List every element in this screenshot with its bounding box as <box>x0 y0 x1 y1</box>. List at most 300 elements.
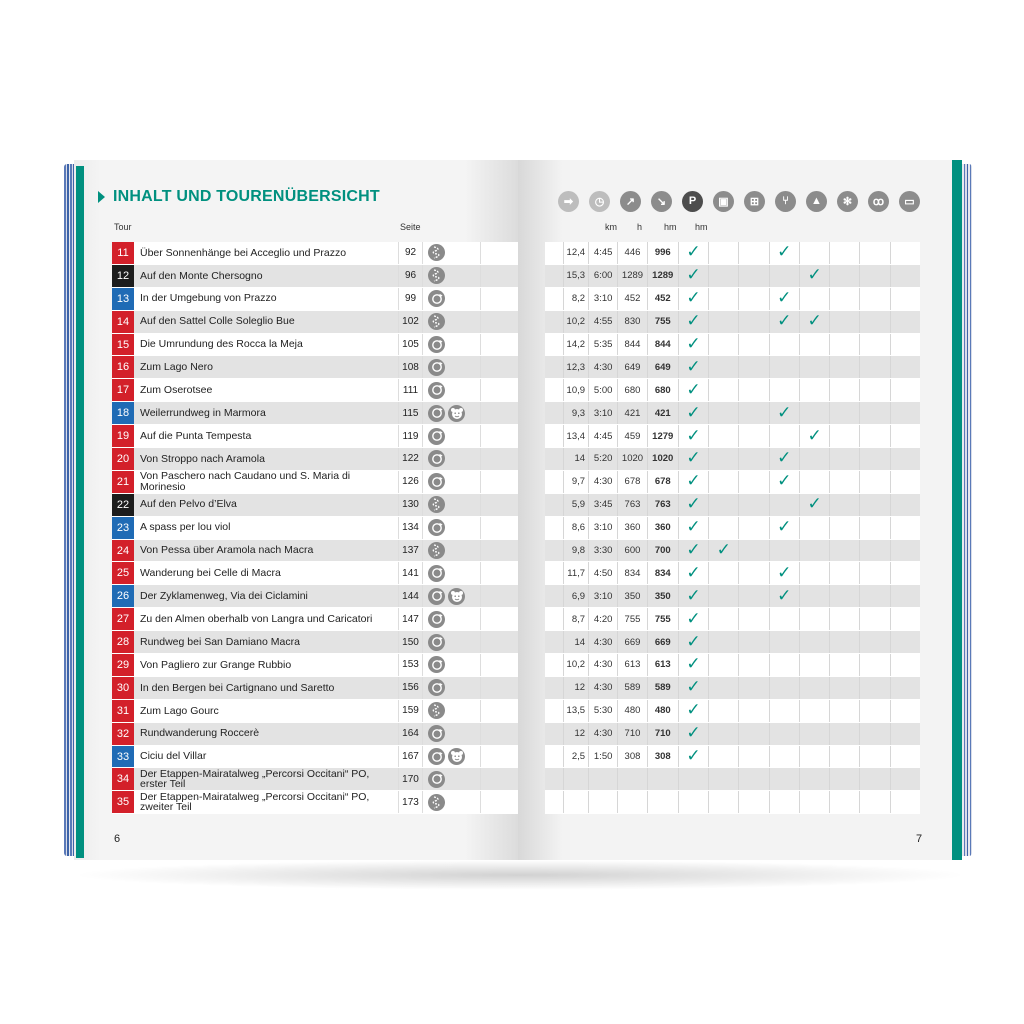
descent-cell: 834 <box>647 562 678 584</box>
tour-page: 144 <box>398 585 422 607</box>
blank-cell <box>480 311 518 333</box>
ascent-cell <box>617 791 646 813</box>
tour-name[interactable]: Auf den Sattel Colle Soleglio Bue <box>134 311 398 333</box>
feature-cell <box>829 700 859 722</box>
feature-cell <box>708 768 738 790</box>
feature-cell <box>829 334 859 356</box>
tour-type-icons <box>422 654 480 676</box>
feature-cell <box>708 677 738 699</box>
feature-cell <box>890 311 920 333</box>
round-tour-icon <box>428 565 445 582</box>
km-cell <box>563 791 588 813</box>
feature-cell <box>738 746 768 768</box>
feature-cell <box>769 585 799 607</box>
feature-cell <box>708 311 738 333</box>
feature-cell <box>708 723 738 745</box>
pad-cell <box>545 677 563 699</box>
feature-cell <box>859 471 889 493</box>
feature-cell <box>708 654 738 676</box>
feature-cell <box>769 517 799 539</box>
tour-name[interactable]: Wanderung bei Celle di Macra <box>134 562 398 584</box>
feature-cell <box>799 517 829 539</box>
uphill-icon: ↗ <box>615 190 646 212</box>
round-tour-icon <box>428 656 445 673</box>
tour-number-badge: 12 <box>112 265 134 287</box>
feature-cell <box>769 540 799 562</box>
hours-cell: 4:30 <box>588 631 617 653</box>
descent-cell: 1279 <box>647 425 678 447</box>
tour-page: 150 <box>398 631 422 653</box>
tour-number-badge: 18 <box>112 402 134 424</box>
km-cell: 2,5 <box>563 746 588 768</box>
descent-cell <box>647 791 678 813</box>
tour-type-icons <box>422 608 480 630</box>
feature-cell <box>678 425 708 447</box>
feature-cell <box>738 654 768 676</box>
feature-cell <box>890 540 920 562</box>
table-row <box>545 654 920 677</box>
book-shadow <box>70 860 970 890</box>
hours-cell: 5:35 <box>588 334 617 356</box>
tour-name[interactable]: Zum Oserotsee <box>134 379 398 401</box>
feature-cell <box>859 517 889 539</box>
feature-cell <box>738 562 768 584</box>
tour-type-icons <box>422 242 480 264</box>
feature-cell <box>829 654 859 676</box>
feature-cell <box>769 425 799 447</box>
check-icon: ✓ <box>686 585 701 606</box>
ascent-cell: 613 <box>617 654 646 676</box>
feature-cell <box>799 723 829 745</box>
descent-cell: 996 <box>647 242 678 264</box>
table-row <box>545 585 920 608</box>
hours-cell: 4:50 <box>588 562 617 584</box>
table-row <box>545 768 920 791</box>
ascent-cell: 308 <box>617 746 646 768</box>
feature-cell <box>678 379 708 401</box>
hours-cell: 6:00 <box>588 265 617 287</box>
feature-cell <box>738 677 768 699</box>
blank-cell <box>480 494 518 516</box>
check-icon: ✓ <box>686 242 701 263</box>
blank-cell <box>480 402 518 424</box>
feature-cell <box>799 334 829 356</box>
title-arrow-icon <box>98 191 105 203</box>
feature-cell <box>859 334 889 356</box>
tour-page: 108 <box>398 356 422 378</box>
tour-number-badge: 19 <box>112 425 134 447</box>
pad-cell <box>545 746 563 768</box>
tour-name[interactable]: Der Etappen-Mairatalweg „Percorsi Occitani“ PO, erster Teil <box>134 768 398 790</box>
tour-number-badge: 31 <box>112 700 134 722</box>
tour-type-icons <box>422 402 480 424</box>
family-bear-icon <box>448 405 465 422</box>
tour-number-badge: 23 <box>112 517 134 539</box>
tour-name[interactable]: Von Stroppo nach Aramola <box>134 448 398 470</box>
tour-type-icons <box>422 723 480 745</box>
check-icon: ✓ <box>777 311 792 332</box>
pad-cell <box>545 448 563 470</box>
pad-cell <box>545 723 563 745</box>
feature-cell <box>799 471 829 493</box>
feature-cell <box>769 265 799 287</box>
round-tour-icon <box>428 382 445 399</box>
feature-cell <box>859 379 889 401</box>
table-row <box>545 379 920 402</box>
km-cell: 14,2 <box>563 334 588 356</box>
tour-page: 119 <box>398 425 422 447</box>
feature-cell <box>859 631 889 653</box>
tour-type-icons <box>422 540 480 562</box>
page-number-left: 6 <box>114 833 121 845</box>
tour-name[interactable]: Von Pagliero zur Grange Rubbio <box>134 654 398 676</box>
feature-cell <box>829 356 859 378</box>
feature-cell <box>859 723 889 745</box>
route-line-icon <box>428 244 445 261</box>
descent-cell: 350 <box>647 585 678 607</box>
tour-page: 153 <box>398 654 422 676</box>
table-row <box>112 791 518 814</box>
ascent-cell: 421 <box>617 402 646 424</box>
table-row <box>545 334 920 357</box>
feature-cell <box>859 494 889 516</box>
check-icon: ✓ <box>686 608 701 629</box>
tour-name[interactable]: Der Zyklamenweg, Via dei Ciclamini <box>134 585 398 607</box>
table-row <box>112 288 518 311</box>
tour-name[interactable]: Weilerrundweg in Marmora <box>134 402 398 424</box>
pad-cell <box>545 631 563 653</box>
table-row <box>112 311 518 334</box>
feature-cell <box>859 242 889 264</box>
check-icon: ✓ <box>686 265 701 286</box>
descent-cell: 421 <box>647 402 678 424</box>
header-icon-row <box>553 190 925 212</box>
tour-name[interactable]: Von Paschero nach Caudano und S. Maria di Morinesio <box>134 471 398 493</box>
tour-page: 147 <box>398 608 422 630</box>
feature-cell <box>829 311 859 333</box>
bed-icon: ▭ <box>894 190 925 212</box>
tour-page: 130 <box>398 494 422 516</box>
tour-page: 173 <box>398 791 422 813</box>
tour-type-icons <box>422 746 480 768</box>
feature-cell <box>678 334 708 356</box>
col-header-tour: Tour <box>114 222 132 232</box>
teal-margin-bar <box>76 166 84 858</box>
feature-cell <box>708 471 738 493</box>
feature-cell <box>738 608 768 630</box>
tour-name[interactable]: Zum Lago Nero <box>134 356 398 378</box>
check-icon: ✓ <box>686 700 701 721</box>
feature-cell <box>769 288 799 310</box>
table-row <box>112 265 518 288</box>
tour-number-badge: 34 <box>112 768 134 790</box>
ascent-cell: 710 <box>617 723 646 745</box>
parking-icon: P <box>677 190 708 212</box>
feature-cell <box>708 700 738 722</box>
feature-cell <box>890 791 920 813</box>
check-icon: ✓ <box>686 746 701 767</box>
ascent-cell: 755 <box>617 608 646 630</box>
pad-cell <box>545 540 563 562</box>
feature-cell <box>738 723 768 745</box>
feature-cell <box>708 562 738 584</box>
check-icon: ✓ <box>686 517 701 538</box>
tour-name[interactable]: Rundweg bei San Damiano Macra <box>134 631 398 653</box>
feature-cell <box>859 585 889 607</box>
feature-cell <box>799 746 829 768</box>
pad-cell <box>545 768 563 790</box>
tour-name[interactable]: In den Bergen bei Cartignano und Saretto <box>134 677 398 699</box>
table-row <box>112 723 518 746</box>
km-cell: 8,2 <box>563 288 588 310</box>
feature-cell <box>829 425 859 447</box>
check-icon: ✓ <box>807 265 822 286</box>
feature-cell <box>799 562 829 584</box>
check-icon: ✓ <box>686 448 701 469</box>
feature-cell <box>829 631 859 653</box>
blank-cell <box>480 425 518 447</box>
ascent-cell: 360 <box>617 517 646 539</box>
ascent-cell: 350 <box>617 585 646 607</box>
feature-cell <box>678 585 708 607</box>
table-row <box>545 448 920 471</box>
pad-cell <box>545 791 563 813</box>
feature-cell <box>708 631 738 653</box>
feature-cell <box>890 517 920 539</box>
feature-cell <box>708 791 738 813</box>
feature-cell <box>738 425 768 447</box>
blank-cell <box>480 540 518 562</box>
round-tour-icon <box>428 336 445 353</box>
pad-cell <box>545 425 563 447</box>
blank-cell <box>480 242 518 264</box>
tour-name[interactable]: Rundwanderung Roccerè <box>134 723 398 745</box>
feature-cell <box>678 265 708 287</box>
feature-cell <box>678 631 708 653</box>
feature-cell <box>859 356 889 378</box>
feature-cell <box>829 402 859 424</box>
feature-cell <box>859 791 889 813</box>
check-icon: ✓ <box>807 425 822 446</box>
page-edges-right <box>962 164 972 856</box>
table-row <box>112 448 518 471</box>
check-icon: ✓ <box>777 517 792 538</box>
feature-cell <box>859 700 889 722</box>
feature-cell <box>678 448 708 470</box>
feature-cell <box>769 700 799 722</box>
pad-cell <box>545 654 563 676</box>
tour-name[interactable]: Zu den Almen oberhalb von Langra und Caricatori <box>134 608 398 630</box>
table-row <box>112 562 518 585</box>
hours-cell: 5:30 <box>588 700 617 722</box>
hours-cell: 5:20 <box>588 448 617 470</box>
tour-name[interactable]: A spass per lou viol <box>134 517 398 539</box>
tour-page: 122 <box>398 448 422 470</box>
check-icon: ✓ <box>686 540 701 561</box>
feature-cell <box>829 585 859 607</box>
blank-cell <box>480 334 518 356</box>
feature-cell <box>678 768 708 790</box>
tour-name[interactable]: Ciciu del Villar <box>134 746 398 768</box>
ascent-cell: 459 <box>617 425 646 447</box>
tour-type-icons <box>422 265 480 287</box>
feature-cell <box>678 654 708 676</box>
km-cell: 9,8 <box>563 540 588 562</box>
feature-cell <box>708 334 738 356</box>
feature-cell <box>738 791 768 813</box>
tour-name[interactable]: Über Sonnenhänge bei Acceglio und Prazzo <box>134 242 398 264</box>
tour-type-icons <box>422 288 480 310</box>
tour-number-badge: 33 <box>112 746 134 768</box>
table-row <box>545 265 920 288</box>
table-row <box>545 471 920 494</box>
km-cell: 14 <box>563 448 588 470</box>
tour-name[interactable]: Auf die Punta Tempesta <box>134 425 398 447</box>
hours-cell: 1:50 <box>588 746 617 768</box>
hours-cell: 4:45 <box>588 242 617 264</box>
pad-cell <box>545 402 563 424</box>
km-cell: 8,6 <box>563 517 588 539</box>
feature-cell <box>829 677 859 699</box>
pad-cell <box>545 379 563 401</box>
ascent-cell: 763 <box>617 494 646 516</box>
feature-cell <box>890 379 920 401</box>
table-row <box>112 540 518 563</box>
tour-type-icons <box>422 677 480 699</box>
hours-cell <box>588 791 617 813</box>
tour-name[interactable]: Zum Lago Gourc <box>134 700 398 722</box>
descent-cell: 669 <box>647 631 678 653</box>
table-row <box>545 562 920 585</box>
table-row <box>112 585 518 608</box>
hours-cell: 3:30 <box>588 540 617 562</box>
tour-number-badge: 20 <box>112 448 134 470</box>
blank-cell <box>480 585 518 607</box>
hours-cell: 5:00 <box>588 379 617 401</box>
check-icon: ✓ <box>777 448 792 469</box>
tour-name[interactable]: Von Pessa über Aramola nach Macra <box>134 540 398 562</box>
check-icon: ✓ <box>777 585 792 606</box>
feature-cell <box>708 517 738 539</box>
open-book <box>64 160 972 860</box>
blank-cell <box>480 654 518 676</box>
tour-type-icons <box>422 791 480 813</box>
tour-page: 156 <box>398 677 422 699</box>
feature-cell <box>799 494 829 516</box>
feature-cell <box>708 585 738 607</box>
feature-cell <box>678 471 708 493</box>
table-row <box>545 517 920 540</box>
tour-page: 137 <box>398 540 422 562</box>
km-cell <box>563 768 588 790</box>
title-row <box>98 188 380 206</box>
tour-name[interactable]: Die Umrundung des Rocca la Meja <box>134 334 398 356</box>
tour-type-icons <box>422 356 480 378</box>
check-icon: ✓ <box>777 471 792 492</box>
feature-cell <box>769 242 799 264</box>
tour-name[interactable]: Der Etappen-Mairatalweg „Percorsi Occitani“ PO, zweiter Teil <box>134 791 398 813</box>
feature-cell <box>708 608 738 630</box>
feature-cell <box>890 654 920 676</box>
tour-type-icons <box>422 768 480 790</box>
descent-cell: 755 <box>647 608 678 630</box>
feature-cell <box>829 608 859 630</box>
feature-cell <box>859 288 889 310</box>
feature-cell <box>738 379 768 401</box>
tour-name[interactable]: Auf den Monte Chersogno <box>134 265 398 287</box>
km-cell: 12 <box>563 723 588 745</box>
feature-cell <box>799 242 829 264</box>
hours-cell <box>588 768 617 790</box>
feature-cell <box>738 402 768 424</box>
blank-cell <box>480 608 518 630</box>
feature-cell <box>829 768 859 790</box>
hours-cell: 3:10 <box>588 288 617 310</box>
feature-cell <box>708 425 738 447</box>
tour-name[interactable]: In der Umgebung von Prazzo <box>134 288 398 310</box>
feature-cell <box>799 356 829 378</box>
round-tour-icon <box>428 588 445 605</box>
feature-cell <box>829 471 859 493</box>
feature-cell <box>799 402 829 424</box>
tour-number-badge: 24 <box>112 540 134 562</box>
round-tour-icon <box>428 634 445 651</box>
table-row <box>545 242 920 265</box>
teal-margin-bar-right <box>952 160 962 860</box>
feature-cell <box>799 654 829 676</box>
feature-cell <box>829 242 859 264</box>
table-row <box>112 242 518 265</box>
descent-cell: 680 <box>647 379 678 401</box>
descent-cell: 710 <box>647 723 678 745</box>
tour-name[interactable]: Auf den Pelvo d’Elva <box>134 494 398 516</box>
feature-cell <box>890 631 920 653</box>
ascent-cell: 669 <box>617 631 646 653</box>
tour-number-badge: 25 <box>112 562 134 584</box>
table-row <box>112 631 518 654</box>
tour-page: 159 <box>398 700 422 722</box>
col-header-seite: Seite <box>400 222 421 232</box>
feature-cell <box>799 265 829 287</box>
round-tour-icon <box>428 611 445 628</box>
descent-cell: 678 <box>647 471 678 493</box>
feature-cell <box>890 242 920 264</box>
km-cell: 12,4 <box>563 242 588 264</box>
feature-cell <box>859 448 889 470</box>
descent-cell: 844 <box>647 334 678 356</box>
ascent-cell: 834 <box>617 562 646 584</box>
ascent-cell: 600 <box>617 540 646 562</box>
right-page <box>518 160 962 860</box>
table-row <box>112 334 518 357</box>
feature-cell <box>859 311 889 333</box>
descent-cell: 700 <box>647 540 678 562</box>
blank-cell <box>480 768 518 790</box>
km-cell: 14 <box>563 631 588 653</box>
pad-cell <box>545 288 563 310</box>
check-icon: ✓ <box>807 311 822 332</box>
feature-cell <box>769 677 799 699</box>
tour-type-icons <box>422 494 480 516</box>
check-icon: ✓ <box>686 311 701 332</box>
feature-cell <box>829 448 859 470</box>
feature-cell <box>708 448 738 470</box>
left-page <box>74 160 518 860</box>
feature-cell <box>890 402 920 424</box>
table-row <box>112 379 518 402</box>
feature-cell <box>890 265 920 287</box>
feature-cell <box>859 265 889 287</box>
